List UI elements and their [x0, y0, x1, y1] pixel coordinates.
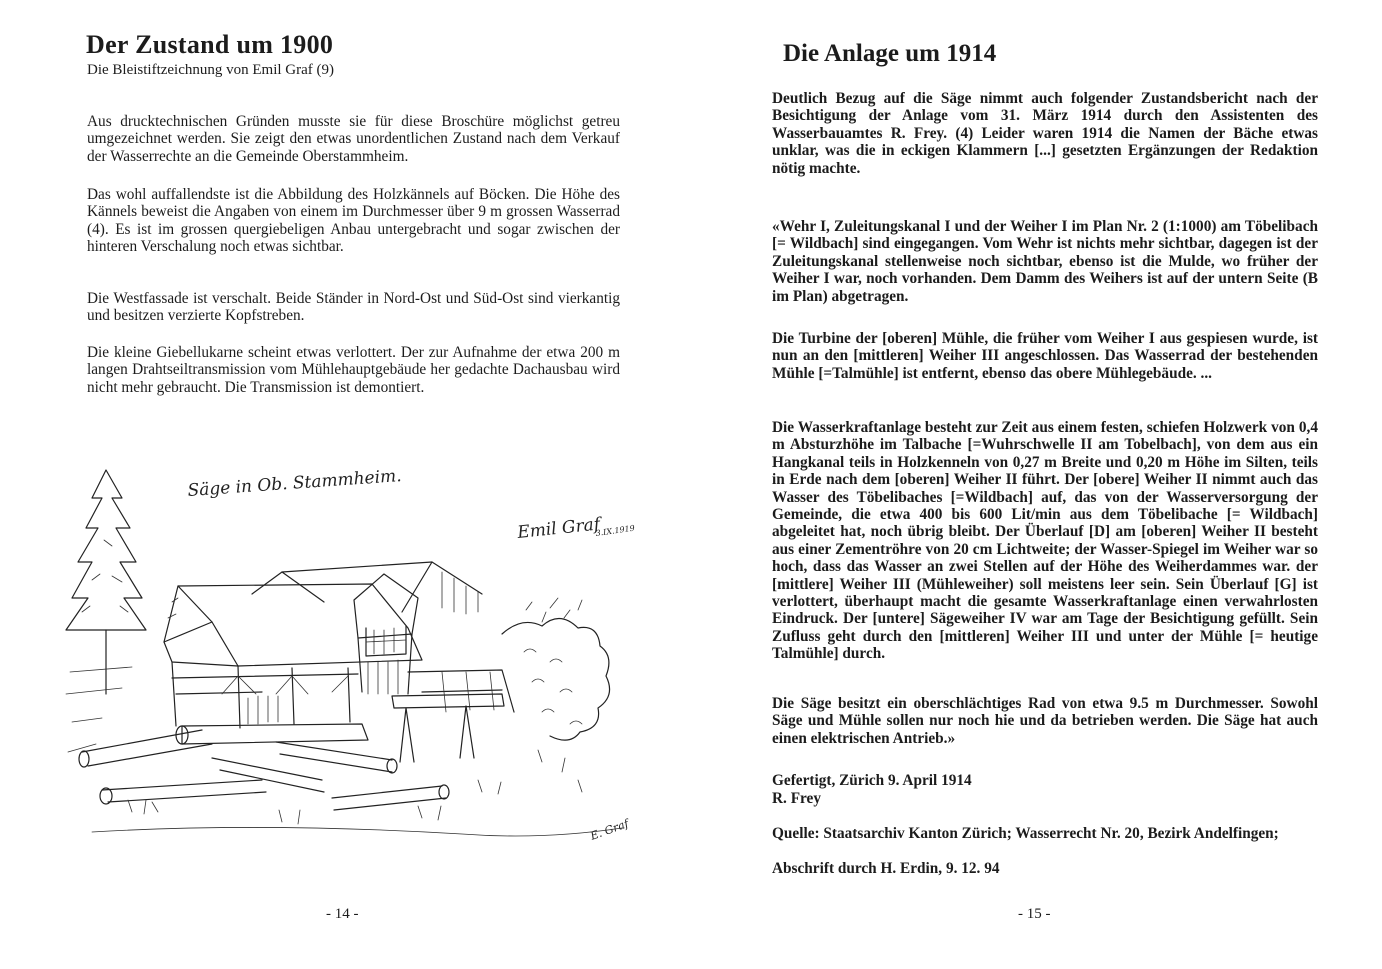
- artist-signature: Emil Graf: [516, 514, 602, 543]
- transcription-line: Abschrift durch H. Erdin, 9. 12. 94: [772, 860, 1000, 877]
- quote-paragraph: Die Säge besitzt ein oberschlächtiges Rad von etwa 9.5 m Durchmesser. Sowohl Säge und Mühle sollen nur noch hie und da betrieben werden. Die Säge hat auch einen elektrischen Antrieb.»: [772, 695, 1318, 747]
- paragraph: Das wohl auffallendste ist die Abbildung des Holzkännels auf Böcken. Die Höhe des Kännels beweist die Angaben von einem im Durchmesser über 9 m grossen Wasserrad (4). Es ist im grossen quergiebeligen Anbau untergebracht und sogar zwischen der hinteren Verschalung noch etwas sichtbar.: [87, 186, 620, 256]
- page-subtitle: Die Bleistiftzeichnung von Emil Graf (9): [87, 62, 335, 78]
- corner-monogram: E. Graf: [588, 817, 631, 843]
- sawmill-pencil-drawing: [62, 462, 646, 846]
- intro-paragraph: Deutlich Bezug auf die Säge nimmt auch folgender Zustandsbericht nach der Besichtigung der Anlage vom 31. März 1914 durch den Assistenten des Wasserbauamtes R. Frey. (4) Leider waren 1914 die Namen der Bäche etwas unklar, was die in eckigen Klammern [...] gesetzten Ergänzungen der Redaktion nötig machte.: [772, 90, 1318, 177]
- page-title: Der Zustand um 1900: [86, 30, 334, 59]
- signoff-place-date: Gefertigt, Zürich 9. April 1914: [772, 772, 972, 789]
- source-line: Quelle: Staatsarchiv Kanton Zürich; Wasserrecht Nr. 20, Bezirk Andelfingen;: [772, 825, 1279, 842]
- quote-paragraph: Die Turbine der [oberen] Mühle, die früher vom Weiher I aus gespiesen wurde, ist nun an den [mittleren] Weiher III angeschlossen. Das Wasserrad der bestehenden Mühle [=Talmühle] ist entfernt, ebenso das obere Mühlegebäude. ...: [772, 330, 1318, 382]
- right-page: [691, 0, 1382, 969]
- page-number: - 15 -: [1018, 906, 1051, 922]
- quote-paragraph: «Wehr I, Zuleitungskanal I und der Weiher I im Plan Nr. 2 (1:1000) am Töbelibach [= Wildbach] sind eingegangen. Vom Wehr ist nichts mehr sichtbar, dagegen ist der Zuleitungskanal stellenweise noch sichtbar, ebenso ist die Mulde, wo früher der Weiher I war, noch vorhanden. Dem Damm des Weihers ist auf der untern Seite (B im Plan) abgetragen.: [772, 218, 1318, 305]
- page-number: - 14 -: [326, 906, 359, 922]
- paragraph: Aus drucktechnischen Gründen musste sie für diese Broschüre möglichst getreu umgezeichnet werden. Sie zeigt den etwas unordentlichen Zustand nach dem Verkauf der Wasserrechte an die Gemeinde Oberstammheim.: [87, 113, 620, 165]
- quote-paragraph: Die Wasserkraftanlage besteht zur Zeit aus einem festen, schiefen Holzwerk von 0,4 m Absturzhöhe im Talbache [=Wuhrschwelle II am Tobelbach], von dem aus ein Hangkanal teils in Holzkenneln von 0,27 m Breite und 0,20 m Höhe im Silten, teils in Erde nach dem [oberen] Weiher II führt. Der [obere] Weiher II nimmt auch das Wasser des Töbelibaches [=Wildbach] auf, das von der Wasserversorgung der Gemeinde, die etwa 400 bis 600 Lit/min aus dem Töbelibache [= Wildbach] abgeleitet hat, noch übrig bleibt. Der Überlauf [D] am [oberen] Weiher II besteht aus einer Zementröhre von 20 cm Lichtweite; der Wasser-Spiegel im Weiher war so hoch, dass das Wasser an zwei Stellen auf der Höhe des Weiherdammes war. der [mittlere] Weiher III (Mühleweiher) soll meistens leer sein. Sein Überlauf [G] ist verlottert, überhaupt macht die gesamte Wasserkraftanlage einen verwahrlosten Eindruck. Der [untere] Sägeweiher IV war am Tage der Besichtigung gefüllt. Sein Zufluss geht durch den [mittleren] Weiher III und unter der Mühle [= heutige Talmühle] durch.: [772, 419, 1318, 663]
- log-pile: [79, 724, 449, 810]
- paragraph: Die Westfassade ist verschalt. Beide Ständer in Nord-Ost und Süd-Ost sind vierkantig und besitzen verzierte Kopfstreben.: [87, 290, 620, 325]
- signature-date: 3.IX.1919: [595, 523, 636, 538]
- paragraph: Die kleine Giebellukarne scheint etwas verlottert. Der zur Aufnahme der etwa 200 m langen Drahtseiltransmission vom Mühlehauptgebäude her gedachte Dachausbau wird nicht mehr gebraucht. Die Transmission ist demontiert.: [87, 344, 620, 396]
- cross-gable: [354, 574, 418, 694]
- page-title: Die Anlage um 1914: [783, 40, 997, 67]
- signoff-author: R. Frey: [772, 790, 821, 807]
- drawing-caption-script: Säge in Ob. Stammheim.: [186, 466, 403, 501]
- trestle-channel: [392, 694, 504, 762]
- fir-tree: [66, 470, 146, 694]
- main-roof: [164, 584, 422, 666]
